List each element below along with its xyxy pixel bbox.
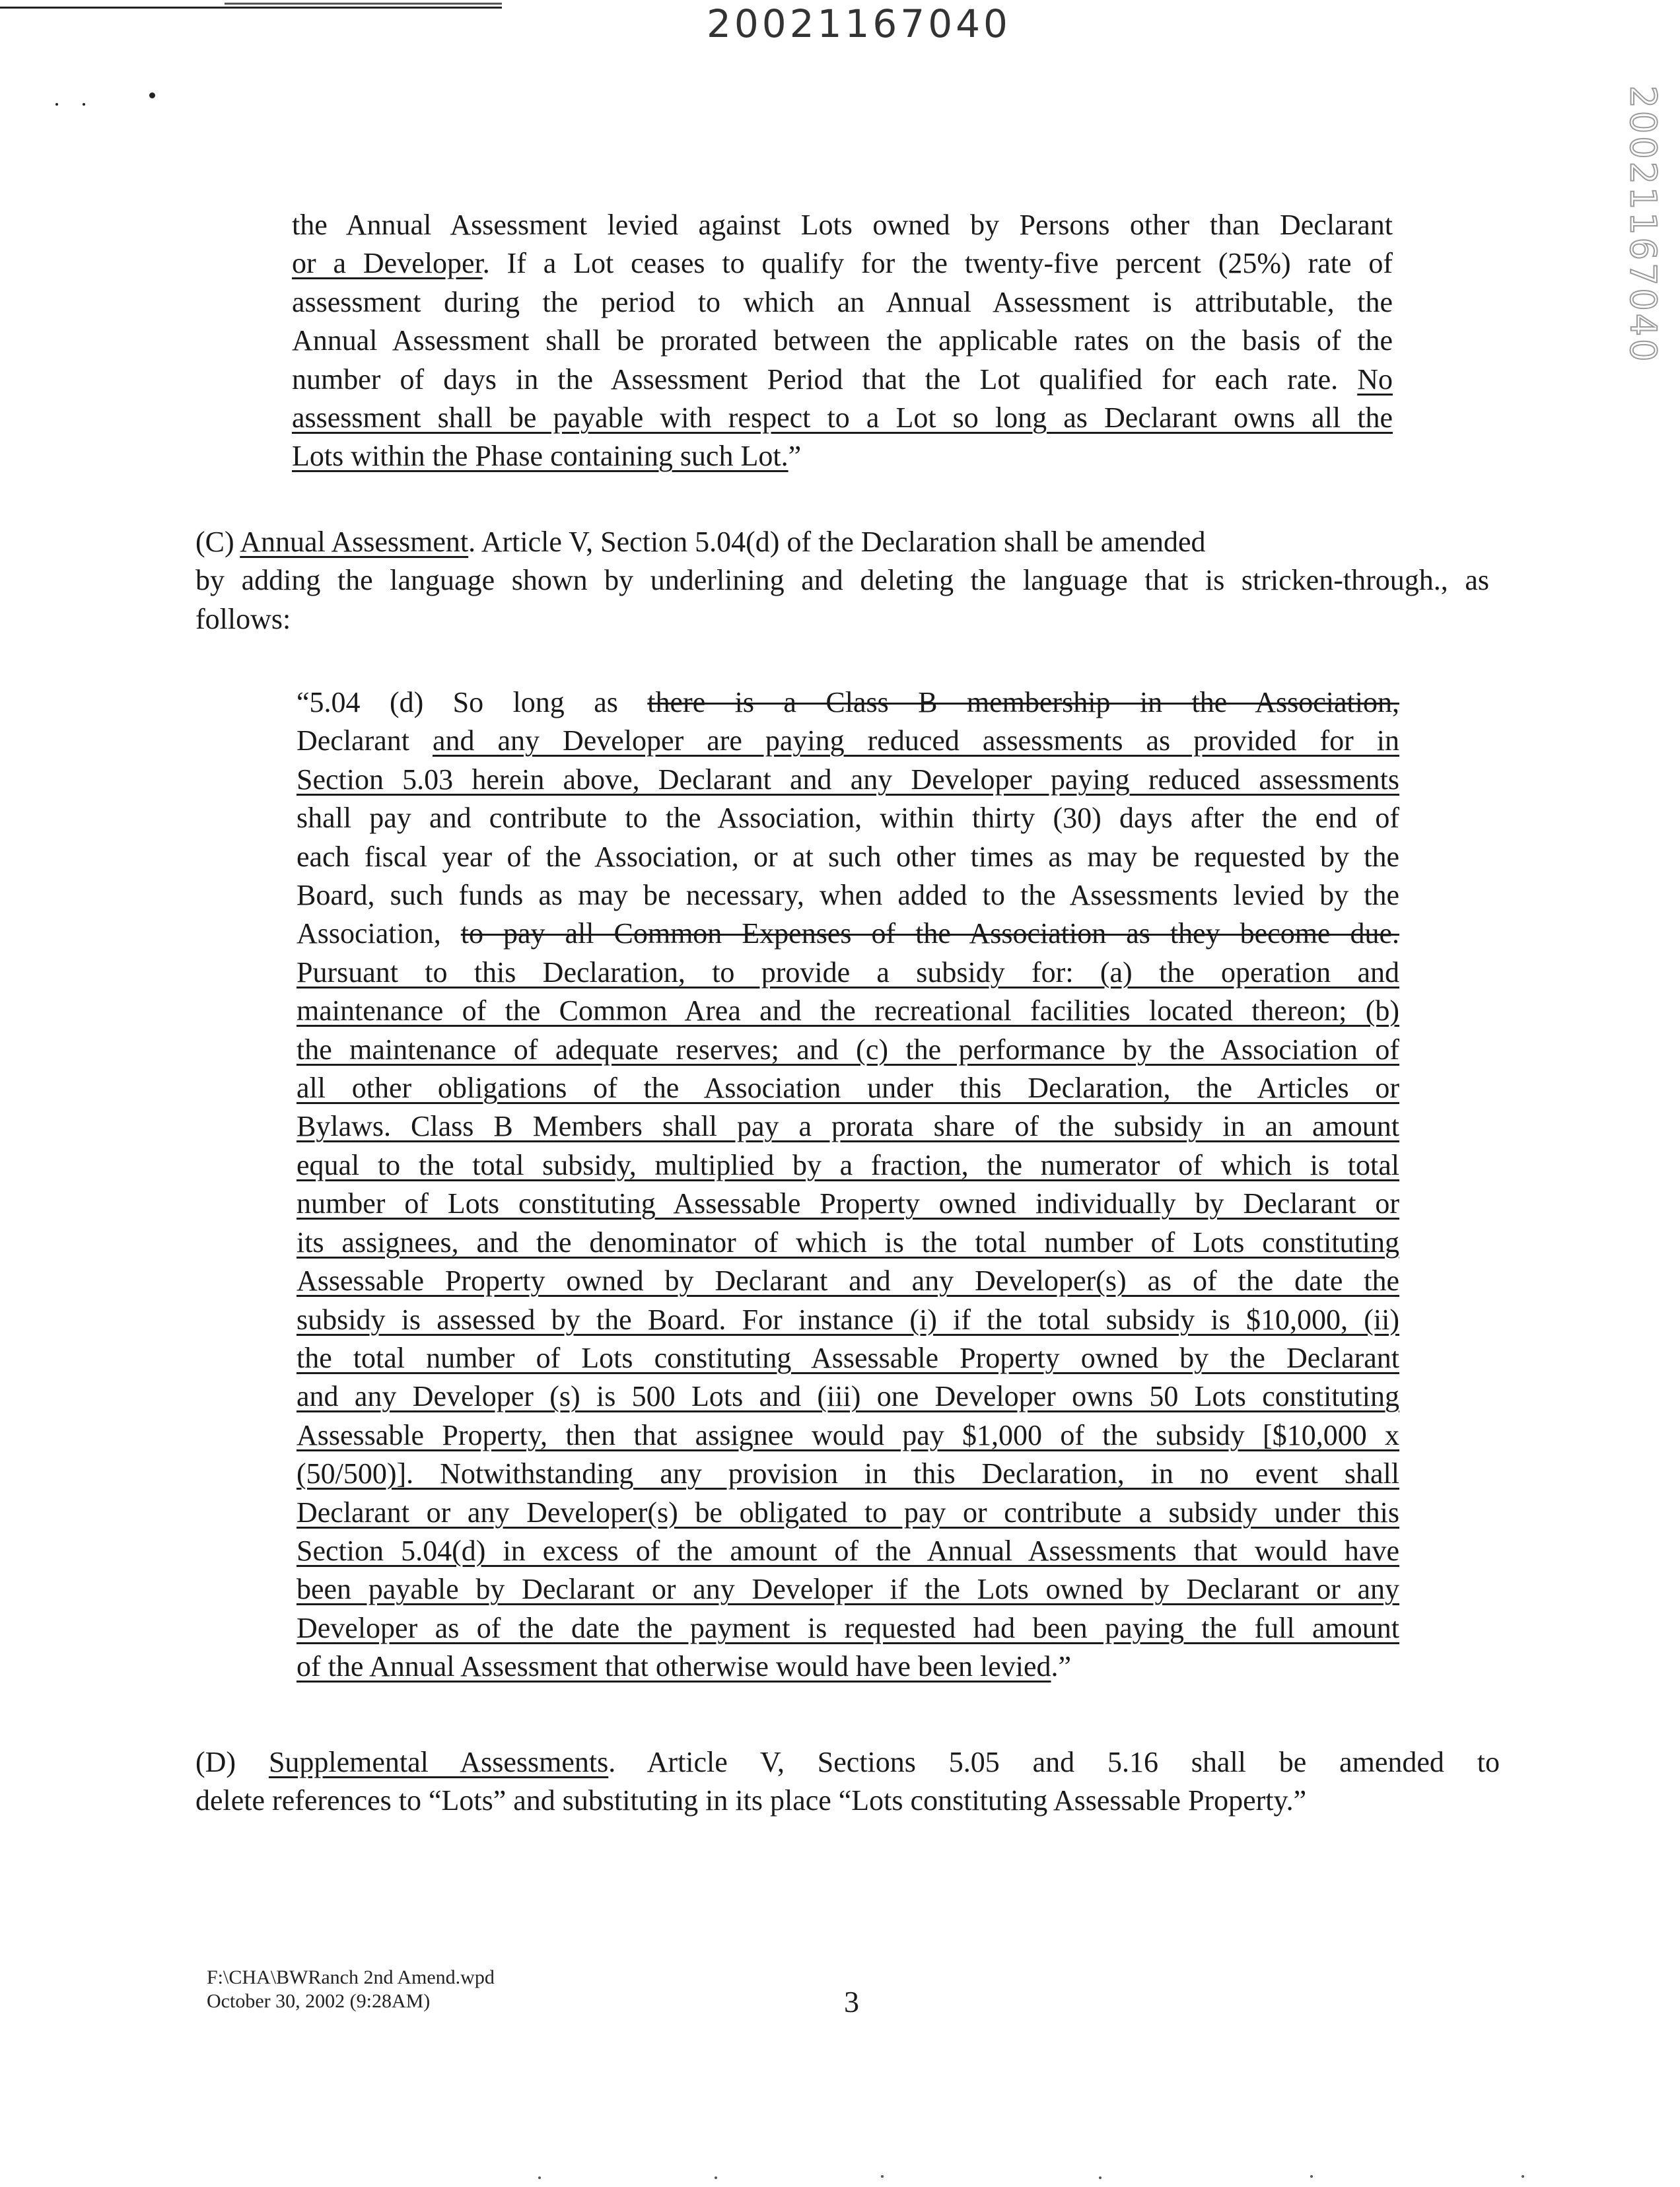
scan-edge-line — [225, 3, 502, 5]
text-run: (D) — [195, 1746, 269, 1778]
text-run: follows: — [195, 602, 291, 635]
text-line — [297, 1570, 1399, 1609]
inserted-text: (50/500)]. Notwithstanding any provision in this Declaration, in no event shall — [297, 1457, 1399, 1490]
text-line — [195, 600, 1489, 639]
scan-speck — [1310, 2175, 1313, 2178]
paragraph-continuation — [292, 206, 1393, 476]
text-run: . Article V, Section 5.04(d) of the Declaration shall be amended — [468, 526, 1206, 558]
inserted-text: Section 5.03 herein above, Declarant and any Developer paying reduced assessments — [297, 763, 1399, 796]
text-line — [292, 206, 1393, 244]
footer-file-path: F:\CHA\BWRanch 2nd Amend.wpd — [207, 1966, 495, 1988]
page-number: 3 — [844, 1985, 859, 2019]
text-line — [297, 1146, 1399, 1185]
scan-speck — [881, 2175, 884, 2178]
deleted-text: to pay all Common Expenses of the Association as they become due. — [460, 917, 1399, 950]
quoted-amendment-5-04-d — [297, 683, 1399, 1686]
text-line — [297, 1031, 1399, 1069]
text-line — [297, 722, 1399, 760]
text-line — [297, 1494, 1399, 1532]
text-line — [292, 244, 1393, 283]
text-run: shall pay and contribute to the Association, within thirty (30) days after the end of — [297, 802, 1399, 835]
inserted-text: Annual Assessment — [240, 526, 469, 558]
scan-speck — [83, 103, 85, 106]
text-run: number of days in the Assessment Period that the Lot qualified for each rate. — [292, 363, 1358, 396]
text-line — [297, 1262, 1399, 1300]
document-number: 20021167040 — [707, 1, 1011, 46]
inserted-text: Lots within the Phase containing such Lot. — [292, 440, 788, 473]
scan-speck — [715, 2176, 717, 2179]
text-run: Board, such funds as may be necessary, when added to the Assessments levied by the — [297, 879, 1399, 912]
text-line — [297, 1609, 1399, 1648]
text-line — [195, 561, 1489, 600]
text-run: Declarant — [297, 724, 433, 757]
text-run: Annual Assessment shall be prorated between the applicable rates on the basis of the — [292, 324, 1393, 357]
inserted-text: Bylaws. Class B Members shall pay a prorata share of the subsidy in an amount — [297, 1110, 1399, 1143]
text-run: each fiscal year of the Association, or at such other times as may be requested by the — [297, 840, 1399, 873]
scan-speck — [1522, 2175, 1524, 2178]
text-line — [297, 1648, 1399, 1686]
scan-speck — [149, 92, 155, 98]
text-run: delete references to “Lots” and substituting in its place “Lots constituting Assessable Property.” — [195, 1784, 1307, 1817]
inserted-text: subsidy is assessed by the Board. For instance (i) if the total subsidy is $10,000, (ii) — [297, 1303, 1399, 1336]
text-line — [297, 954, 1399, 992]
text-line — [297, 992, 1399, 1030]
text-run: ” — [788, 440, 802, 473]
text-line — [297, 1339, 1399, 1377]
text-run: “5.04 (d) So long as — [297, 686, 648, 718]
scan-speck — [1099, 2176, 1102, 2179]
inserted-text: equal to the total subsidy, multiplied by a fraction, the numerator of which is total — [297, 1148, 1399, 1181]
inserted-text: the maintenance of adequate reserves; and (c) the performance by the Association of — [297, 1033, 1399, 1066]
inserted-text: Section 5.04(d) in excess of the amount of the Annual Assessments that would have — [297, 1534, 1399, 1567]
text-line — [195, 523, 1489, 561]
text-line — [297, 1455, 1399, 1493]
text-line — [292, 361, 1393, 399]
text-line — [297, 761, 1399, 799]
text-run: the Annual Assessment levied against Lots owned by Persons other than Declarant — [292, 209, 1393, 241]
inserted-text: been payable by Declarant or any Developer if the Lots owned by Declarant or any — [297, 1573, 1399, 1606]
text-run: . If a Lot ceases to qualify for the twenty-five percent (25%) rate of — [482, 247, 1393, 280]
scan-speck — [55, 103, 58, 106]
section-c-annual-assessment — [195, 523, 1489, 639]
text-line — [297, 683, 1399, 722]
inserted-text: Assessable Property owned by Declarant and any Developer(s) as of the date the — [297, 1265, 1399, 1298]
scan-edge-line — [0, 7, 502, 9]
inserted-text: the total number of Lots constituting Assessable Property owned by the Declarant — [297, 1341, 1399, 1374]
text-line — [292, 322, 1393, 360]
side-stamp-text: 20021167040 — [1622, 85, 1664, 364]
inserted-text: Developer as of the date the payment is requested had been paying the full amount — [297, 1611, 1399, 1644]
text-run: Association, — [297, 917, 461, 950]
inserted-text: and any Developer are paying reduced assessments as provided for in — [432, 724, 1400, 757]
inserted-text: assessment shall be payable with respect to a Lot so long as Declarant owns all the — [292, 401, 1393, 434]
scan-speck — [538, 2176, 541, 2179]
text-line — [297, 838, 1399, 876]
text-line — [292, 399, 1393, 437]
text-line — [297, 1069, 1399, 1107]
inserted-text: maintenance of the Common Area and the recreational facilities located thereon; (b) — [297, 994, 1399, 1027]
inserted-text: of the Annual Assessment that otherwise would have been levied — [297, 1650, 1051, 1683]
inserted-text: its assignees, and the denominator of which is the total number of Lots constituting — [297, 1226, 1399, 1259]
inserted-text: Supplemental Assessments — [268, 1746, 609, 1778]
text-line — [297, 799, 1399, 837]
text-run: . Article V, Sections 5.05 and 5.16 shall be amended to — [608, 1746, 1500, 1778]
text-line — [292, 437, 1393, 475]
text-line — [292, 283, 1393, 322]
inserted-text: all other obligations of the Association under this Declaration, the Articles or — [297, 1072, 1399, 1105]
text-line — [195, 1743, 1500, 1782]
text-run: by adding the language shown by underlining and deleting the language that is stricken-through., as — [195, 564, 1489, 597]
inserted-text: Assessable Property, then that assignee would pay $1,000 of the subsidy [$10,000 x — [297, 1418, 1399, 1451]
text-run: assessment during the period to which an Annual Assessment is attributable, the — [292, 285, 1393, 318]
text-line — [297, 915, 1399, 953]
section-d-supplemental-assessments — [195, 1743, 1500, 1821]
inserted-text: number of Lots constituting Assessable Property owned individually by Declarant or — [297, 1187, 1399, 1220]
text-line — [297, 1107, 1399, 1146]
deleted-text: there is a Class B membership in the Association, — [647, 686, 1399, 718]
text-run: .” — [1051, 1650, 1072, 1683]
text-line — [297, 1301, 1399, 1339]
inserted-text: Pursuant to this Declaration, to provide a subsidy for: (a) the operation and — [297, 955, 1399, 989]
text-line — [297, 1377, 1399, 1416]
text-line — [297, 1532, 1399, 1570]
inserted-text: or a Developer — [292, 247, 483, 280]
side-recording-stamp — [1617, 79, 1669, 370]
text-line — [297, 876, 1399, 915]
inserted-text: Declarant or any Developer(s) be obligated to pay or contribute a subsidy under this — [297, 1496, 1399, 1529]
inserted-text: No — [1357, 363, 1393, 396]
footer-date: October 30, 2002 (9:28AM) — [207, 1990, 431, 2012]
text-line — [297, 1185, 1399, 1223]
text-run: (C) — [195, 526, 240, 558]
text-line — [195, 1782, 1500, 1820]
inserted-text: and any Developer (s) is 500 Lots and (iii) one Developer owns 50 Lots constituting — [297, 1380, 1399, 1413]
text-line — [297, 1224, 1399, 1262]
text-line — [297, 1416, 1399, 1455]
